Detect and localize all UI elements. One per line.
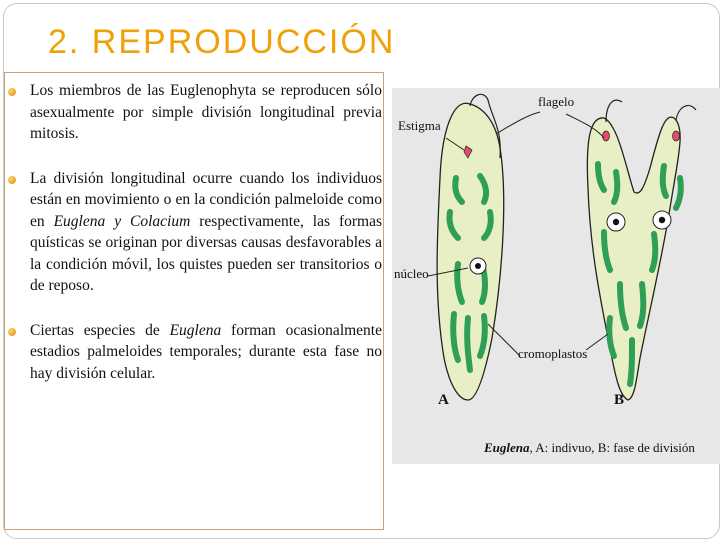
bullet-text-part: Ciertas especies de: [30, 321, 170, 339]
slide-title: 2. REPRODUCCIÓN: [48, 23, 396, 61]
label-estigma: Estigma: [398, 118, 441, 133]
bullet-list: [4, 80, 382, 407]
caption-rest: , A: indivuo, B: fase de división: [529, 440, 695, 455]
nucleolus-b-right: [659, 217, 665, 223]
bullet-item: [4, 168, 382, 297]
bullet-text: [30, 320, 382, 385]
stigma-b-left-icon: [603, 131, 610, 141]
bullet-text: [30, 168, 382, 297]
nucleolus-b-left: [613, 219, 619, 225]
genus-name: Euglena y Colacium: [53, 212, 191, 230]
bullet-icon: [8, 88, 16, 96]
euglena-figure: [392, 88, 720, 464]
bullet-icon: [8, 328, 16, 336]
nucleolus-a: [475, 263, 481, 269]
bullet-text-part: respectivamente, las formas quísticas se originan por diversas causas desfavorables a la condición móvil, los quistes pueden ser transitorios o de reposo.: [30, 212, 382, 294]
bullet-text-part: forman ocasionalmente estadios palmeloides temporales; durante esta fase no hay división celular.: [30, 321, 382, 382]
bullet-text-part: La división longitudinal ocurre cuando los individuos están en movimiento o en la condición palmeloide como en: [30, 169, 382, 230]
genus-name: Euglena: [169, 321, 222, 339]
euglena-diagram: [392, 88, 720, 464]
figure-caption: [483, 440, 695, 455]
bullet-text: Los miembros de las Euglenophyta se reproducen sólo asexualmente por simple división longitudinal previa mitosis.: [30, 82, 382, 142]
bullet-item: [4, 320, 382, 385]
bullet-item: [4, 80, 382, 145]
label-cromoplastos: cromoplastos: [518, 346, 588, 361]
stigma-b-right-icon: [673, 131, 680, 141]
label-flagelo: flagelo: [538, 94, 575, 109]
caption-genus: Euglena: [484, 440, 530, 455]
bullet-icon: [8, 176, 16, 184]
label-b: B: [614, 392, 625, 408]
label-a: A: [438, 392, 449, 408]
label-nucleo: núcleo: [394, 266, 429, 281]
